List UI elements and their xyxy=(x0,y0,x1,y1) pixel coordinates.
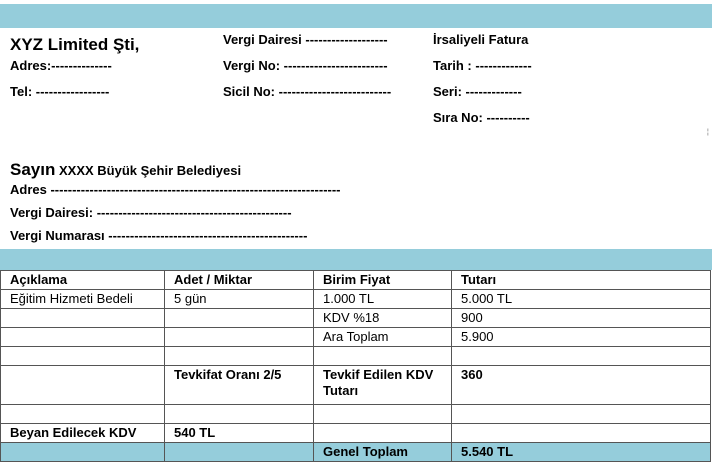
margin-mark: ¦ xyxy=(707,129,709,136)
table-cell xyxy=(1,366,165,405)
table-row xyxy=(1,424,711,443)
invoice-type: İrsaliyeli Fatura xyxy=(433,32,529,47)
table-cell xyxy=(1,328,165,347)
table-cell: 5.900 xyxy=(452,328,711,347)
table-cell xyxy=(314,424,452,443)
seller-address: Adres:-------------- xyxy=(10,58,112,73)
tax-number: Vergi No: ------------------------ xyxy=(223,58,388,73)
table-row xyxy=(1,405,711,424)
table-cell xyxy=(165,328,314,347)
table-cell: 540 TL xyxy=(165,424,314,443)
table-cell xyxy=(1,347,165,366)
table-cell xyxy=(452,347,711,366)
table-cell: Tevkifat Oranı 2/5 xyxy=(165,366,314,405)
invoice-series: Seri: ------------- xyxy=(433,84,522,99)
table-cell: KDV %18 xyxy=(314,309,452,328)
table-cell: 360 xyxy=(452,366,711,405)
table-cell: Eğitim Hizmeti Bedeli xyxy=(1,290,165,309)
tax-office: Vergi Dairesi ------------------- xyxy=(223,32,388,47)
invoice-date: Tarih : ------------- xyxy=(433,58,532,73)
buyer-name: XXXX Büyük Şehir Belediyesi xyxy=(58,163,242,178)
seller-company: XYZ Limited Şti, xyxy=(10,35,140,54)
table-cell xyxy=(165,347,314,366)
table-cell: 5.000 TL xyxy=(452,290,711,309)
registry-number: Sicil No: -------------------------- xyxy=(223,84,392,99)
table-cell xyxy=(1,405,165,424)
table-cell xyxy=(452,424,711,443)
table-row xyxy=(1,328,711,347)
table-cell: Ara Toplam xyxy=(314,328,452,347)
table-cell xyxy=(165,443,314,462)
table-cell xyxy=(165,309,314,328)
seller-phone: Tel: ----------------- xyxy=(10,84,110,99)
header-unit-price: Birim Fiyat xyxy=(314,271,452,290)
invoice-sequence: Sıra No: ---------- xyxy=(433,110,530,125)
header-description: Açıklama xyxy=(1,271,165,290)
table-cell: 900 xyxy=(452,309,711,328)
table-row xyxy=(1,347,711,366)
buyer-tax-office: Vergi Dairesi: --------------------------------------------- xyxy=(10,205,292,220)
invoice-table xyxy=(0,270,711,462)
grand-total-value: 5.540 TL xyxy=(452,443,711,462)
table-header-row xyxy=(1,271,711,290)
table-cell: 5 gün xyxy=(165,290,314,309)
buyer-address: Adres ------------------------------------------------------------------- xyxy=(10,182,341,197)
buyer-tax-number: Vergi Numarası ---------------------------------------------- xyxy=(10,228,308,243)
table-cell xyxy=(1,309,165,328)
table-cell xyxy=(314,405,452,424)
table-cell xyxy=(165,405,314,424)
grand-total-label: Genel Toplam xyxy=(314,443,452,462)
header-quantity: Adet / Miktar xyxy=(165,271,314,290)
buyer-salutation: Sayın xyxy=(10,160,56,179)
table-row xyxy=(1,309,711,328)
table-cell: Tevkif Edilen KDV Tutarı xyxy=(314,366,452,405)
table-row xyxy=(1,366,711,405)
total-row xyxy=(1,443,711,462)
table-cell xyxy=(314,347,452,366)
table-cell: Beyan Edilecek KDV xyxy=(1,424,165,443)
table-cell xyxy=(1,443,165,462)
top-band xyxy=(0,4,712,28)
table-row xyxy=(1,290,711,309)
middle-band xyxy=(0,249,712,270)
table-cell xyxy=(452,405,711,424)
header-amount: Tutarı xyxy=(452,271,711,290)
buyer-heading xyxy=(10,160,241,180)
table-cell: 1.000 TL xyxy=(314,290,452,309)
